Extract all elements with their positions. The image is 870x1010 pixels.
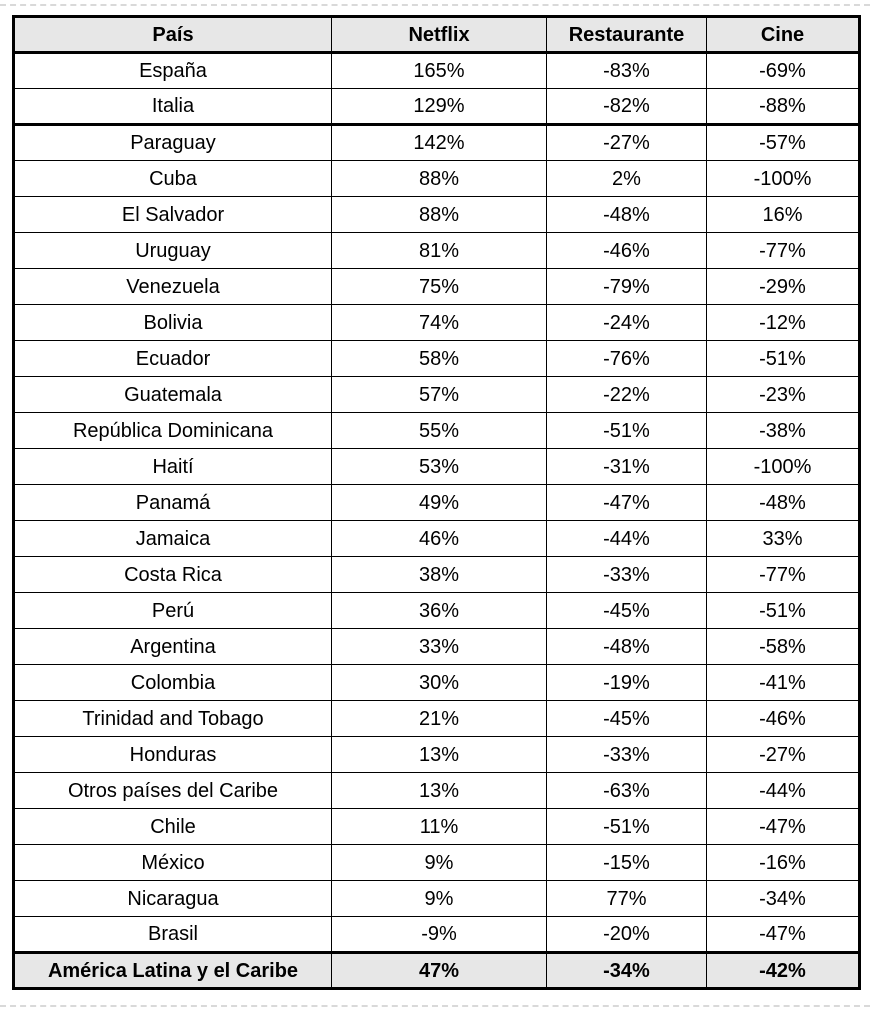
netflix-value-cell: 75% [332, 269, 547, 305]
cine-value-cell: -27% [707, 737, 860, 773]
table-row [14, 665, 860, 701]
restaurante-value-cell: -20% [547, 917, 707, 953]
column-header-pais: País [14, 17, 332, 53]
cine-value-cell: -34% [707, 881, 860, 917]
netflix-value-cell: 81% [332, 233, 547, 269]
netflix-value-cell: 49% [332, 485, 547, 521]
table-row [14, 737, 860, 773]
restaurante-value-cell: -79% [547, 269, 707, 305]
country-cell: Costa Rica [14, 557, 332, 593]
column-header-restaurante: Restaurante [547, 17, 707, 53]
netflix-value-cell: 13% [332, 773, 547, 809]
country-cell: Perú [14, 593, 332, 629]
cine-value-cell: -12% [707, 305, 860, 341]
restaurante-value-cell: -33% [547, 557, 707, 593]
restaurante-value-cell: -33% [547, 737, 707, 773]
cine-value-cell: -100% [707, 161, 860, 197]
cine-value-cell: 33% [707, 521, 860, 557]
netflix-value-cell: 9% [332, 881, 547, 917]
cine-value-cell: -46% [707, 701, 860, 737]
country-cell: Trinidad and Tobago [14, 701, 332, 737]
table-row [14, 809, 860, 845]
cine-value-cell: -16% [707, 845, 860, 881]
table-body [14, 53, 860, 953]
table-row [14, 485, 860, 521]
netflix-value-cell: 46% [332, 521, 547, 557]
cine-value-cell: -57% [707, 125, 860, 161]
restaurante-value-cell: -76% [547, 341, 707, 377]
table-row [14, 197, 860, 233]
cine-value-cell: -48% [707, 485, 860, 521]
restaurante-value-cell: -45% [547, 593, 707, 629]
column-header-cine: Cine [707, 17, 860, 53]
column-header-netflix: Netflix [332, 17, 547, 53]
restaurante-value-cell: -51% [547, 413, 707, 449]
country-cell: Panamá [14, 485, 332, 521]
country-cell: Nicaragua [14, 881, 332, 917]
restaurante-value-cell: -15% [547, 845, 707, 881]
table-row [14, 233, 860, 269]
netflix-value-cell: 129% [332, 89, 547, 125]
country-cell: Brasil [14, 917, 332, 953]
restaurante-value-cell: -48% [547, 197, 707, 233]
cine-value-cell: -51% [707, 341, 860, 377]
table-row [14, 521, 860, 557]
country-cell: República Dominicana [14, 413, 332, 449]
table-row [14, 593, 860, 629]
total-row [14, 953, 860, 989]
restaurante-value-cell: -46% [547, 233, 707, 269]
restaurante-value-cell: -31% [547, 449, 707, 485]
netflix-value-cell: 142% [332, 125, 547, 161]
netflix-value-cell: 38% [332, 557, 547, 593]
cine-value-cell: -51% [707, 593, 860, 629]
restaurante-value-cell: -24% [547, 305, 707, 341]
country-activity-table [12, 15, 861, 990]
netflix-value-cell: 74% [332, 305, 547, 341]
table-row [14, 89, 860, 125]
country-cell: Bolivia [14, 305, 332, 341]
country-cell: Colombia [14, 665, 332, 701]
cine-value-cell: -88% [707, 89, 860, 125]
table-row [14, 125, 860, 161]
table-row [14, 341, 860, 377]
netflix-value-cell: 55% [332, 413, 547, 449]
cine-value-cell: -38% [707, 413, 860, 449]
restaurante-value-cell: 2% [547, 161, 707, 197]
cine-value-cell: 16% [707, 197, 860, 233]
netflix-value-cell: 9% [332, 845, 547, 881]
table-row [14, 629, 860, 665]
restaurante-value-cell: -47% [547, 485, 707, 521]
table-row [14, 377, 860, 413]
total-restaurante-cell: -34% [547, 953, 707, 989]
total-label-cell: América Latina y el Caribe [14, 953, 332, 989]
table-row [14, 917, 860, 953]
country-cell: Otros países del Caribe [14, 773, 332, 809]
total-cine-cell: -42% [707, 953, 860, 989]
netflix-value-cell: 30% [332, 665, 547, 701]
country-cell: Guatemala [14, 377, 332, 413]
table-row [14, 413, 860, 449]
netflix-value-cell: 53% [332, 449, 547, 485]
table-row [14, 161, 860, 197]
restaurante-value-cell: -63% [547, 773, 707, 809]
country-cell: Chile [14, 809, 332, 845]
netflix-value-cell: 165% [332, 53, 547, 89]
country-cell: Uruguay [14, 233, 332, 269]
cine-value-cell: -69% [707, 53, 860, 89]
cine-value-cell: -29% [707, 269, 860, 305]
cine-value-cell: -41% [707, 665, 860, 701]
country-cell: El Salvador [14, 197, 332, 233]
table-row [14, 881, 860, 917]
restaurante-value-cell: -48% [547, 629, 707, 665]
country-cell: Argentina [14, 629, 332, 665]
cine-value-cell: -44% [707, 773, 860, 809]
country-cell: Paraguay [14, 125, 332, 161]
cine-value-cell: -100% [707, 449, 860, 485]
restaurante-value-cell: -19% [547, 665, 707, 701]
country-cell: Honduras [14, 737, 332, 773]
table-row [14, 269, 860, 305]
cine-value-cell: -77% [707, 233, 860, 269]
cine-value-cell: -23% [707, 377, 860, 413]
restaurante-value-cell: -82% [547, 89, 707, 125]
country-cell: Cuba [14, 161, 332, 197]
table-row [14, 701, 860, 737]
restaurante-value-cell: 77% [547, 881, 707, 917]
netflix-value-cell: 58% [332, 341, 547, 377]
restaurante-value-cell: -51% [547, 809, 707, 845]
cine-value-cell: -47% [707, 809, 860, 845]
country-cell: Haití [14, 449, 332, 485]
country-cell: Italia [14, 89, 332, 125]
cropped-gridline-top [0, 4, 870, 6]
header-row [14, 17, 860, 53]
netflix-value-cell: 88% [332, 197, 547, 233]
total-netflix-cell: 47% [332, 953, 547, 989]
table-row [14, 557, 860, 593]
cine-value-cell: -47% [707, 917, 860, 953]
netflix-value-cell: 57% [332, 377, 547, 413]
restaurante-value-cell: -45% [547, 701, 707, 737]
table-row [14, 449, 860, 485]
restaurante-value-cell: -83% [547, 53, 707, 89]
country-cell: España [14, 53, 332, 89]
netflix-value-cell: 11% [332, 809, 547, 845]
restaurante-value-cell: -27% [547, 125, 707, 161]
table-row [14, 845, 860, 881]
netflix-value-cell: 36% [332, 593, 547, 629]
netflix-value-cell: 33% [332, 629, 547, 665]
netflix-value-cell: 13% [332, 737, 547, 773]
country-cell: Ecuador [14, 341, 332, 377]
cine-value-cell: -77% [707, 557, 860, 593]
netflix-value-cell: -9% [332, 917, 547, 953]
netflix-value-cell: 88% [332, 161, 547, 197]
table-row [14, 53, 860, 89]
restaurante-value-cell: -44% [547, 521, 707, 557]
table-row [14, 773, 860, 809]
cine-value-cell: -58% [707, 629, 860, 665]
country-cell: Venezuela [14, 269, 332, 305]
table-row [14, 305, 860, 341]
country-cell: Jamaica [14, 521, 332, 557]
cropped-gridline-bottom [0, 1005, 870, 1007]
netflix-value-cell: 21% [332, 701, 547, 737]
restaurante-value-cell: -22% [547, 377, 707, 413]
country-cell: México [14, 845, 332, 881]
